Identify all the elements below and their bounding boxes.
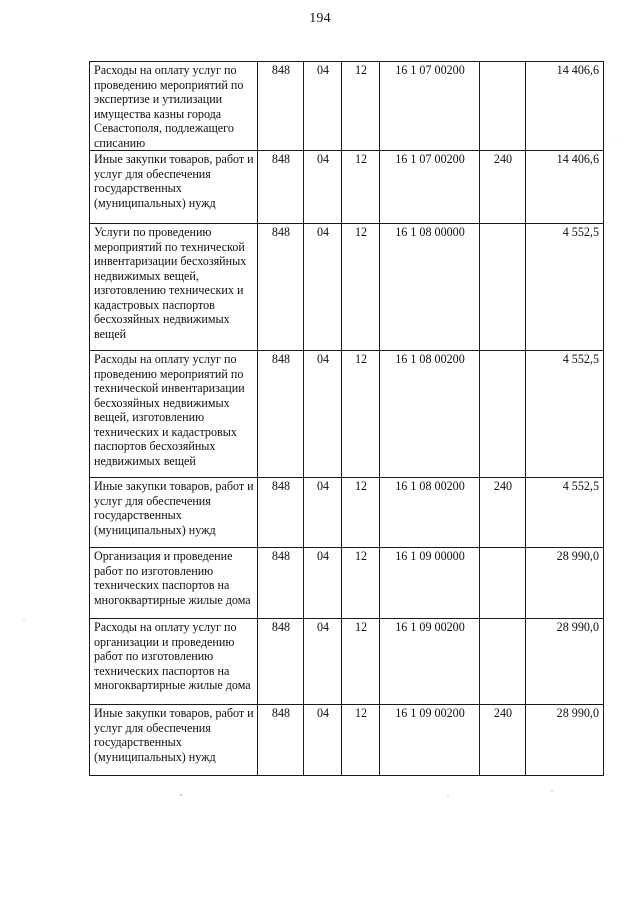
row-section-code: 04	[304, 224, 342, 351]
row-target-article: 16 1 08 00200	[380, 478, 480, 548]
row-amount: 28 990,0	[526, 705, 604, 776]
row-amount: 28 990,0	[526, 548, 604, 619]
row-expense-type: 240	[480, 151, 526, 224]
row-amount: 4 552,5	[526, 351, 604, 478]
row-name: Иные закупки товаров, работ и услуг для обеспечения государственных (муниципальных) нужд	[90, 151, 258, 224]
budget-table	[89, 61, 604, 776]
table-row	[90, 705, 604, 776]
row-target-article: 16 1 09 00000	[380, 548, 480, 619]
row-expense-type	[480, 548, 526, 619]
page-number: 194	[309, 11, 331, 26]
row-target-article: 16 1 09 00200	[380, 705, 480, 776]
row-subsection-code: 12	[342, 62, 380, 151]
row-target-article: 16 1 07 00200	[380, 62, 480, 151]
row-target-article: 16 1 09 00200	[380, 619, 480, 705]
row-section-code: 04	[304, 548, 342, 619]
table-row	[90, 548, 604, 619]
table-row	[90, 478, 604, 548]
row-subsection-code: 12	[342, 151, 380, 224]
table-row	[90, 62, 604, 151]
row-section-code: 04	[304, 151, 342, 224]
row-name: Организация и проведение работ по изготовлению технических паспортов на многоквартирные жилые дома	[90, 548, 258, 619]
row-expense-type: 240	[480, 705, 526, 776]
row-amount: 14 406,6	[526, 62, 604, 151]
row-section-code: 04	[304, 705, 342, 776]
row-subsection-code: 12	[342, 224, 380, 351]
row-ved-code: 848	[258, 62, 304, 151]
row-amount: 4 552,5	[526, 224, 604, 351]
row-ved-code: 848	[258, 351, 304, 478]
row-name: Расходы на оплату услуг по организации и проведению работ по изготовлению технических паспортов на многоквартирные жилые дома	[90, 619, 258, 705]
row-amount: 14 406,6	[526, 151, 604, 224]
row-name: Расходы на оплату услуг по проведению мероприятий по технической инвентаризации бесхозяйных недвижимых вещей, изготовлению технических и кадастровых паспортов бесхозяйных недвижимых вещей	[90, 351, 258, 478]
row-section-code: 04	[304, 351, 342, 478]
row-ved-code: 848	[258, 619, 304, 705]
row-expense-type	[480, 62, 526, 151]
row-amount: 4 552,5	[526, 478, 604, 548]
row-ved-code: 848	[258, 224, 304, 351]
row-ved-code: 848	[258, 151, 304, 224]
row-name: Услуги по проведению мероприятий по технической инвентаризации бесхозяйных недвижимых вещей, изготовлению технических и кадастровых паспортов бесхозяйных недвижимых вещей	[90, 224, 258, 351]
row-subsection-code: 12	[342, 548, 380, 619]
row-expense-type	[480, 351, 526, 478]
row-ved-code: 848	[258, 478, 304, 548]
table-row	[90, 619, 604, 705]
row-subsection-code: 12	[342, 351, 380, 478]
row-ved-code: 848	[258, 705, 304, 776]
row-expense-type: 240	[480, 478, 526, 548]
row-expense-type	[480, 619, 526, 705]
row-ved-code: 848	[258, 548, 304, 619]
row-subsection-code: 12	[342, 619, 380, 705]
row-target-article: 16 1 08 00200	[380, 351, 480, 478]
table-row	[90, 351, 604, 478]
row-section-code: 04	[304, 478, 342, 548]
row-name: Расходы на оплату услуг по проведению мероприятий по экспертизе и утилизации имущества казны города Севастополя, подлежащего списанию	[90, 62, 258, 151]
row-expense-type	[480, 224, 526, 351]
row-subsection-code: 12	[342, 478, 380, 548]
table-row	[90, 151, 604, 224]
row-section-code: 04	[304, 619, 342, 705]
row-target-article: 16 1 07 00200	[380, 151, 480, 224]
row-name: Иные закупки товаров, работ и услуг для обеспечения государственных (муниципальных) нужд	[90, 705, 258, 776]
row-section-code: 04	[304, 62, 342, 151]
row-amount: 28 990,0	[526, 619, 604, 705]
row-name: Иные закупки товаров, работ и услуг для обеспечения государственных (муниципальных) нужд	[90, 478, 258, 548]
row-target-article: 16 1 08 00000	[380, 224, 480, 351]
row-subsection-code: 12	[342, 705, 380, 776]
table-row	[90, 224, 604, 351]
